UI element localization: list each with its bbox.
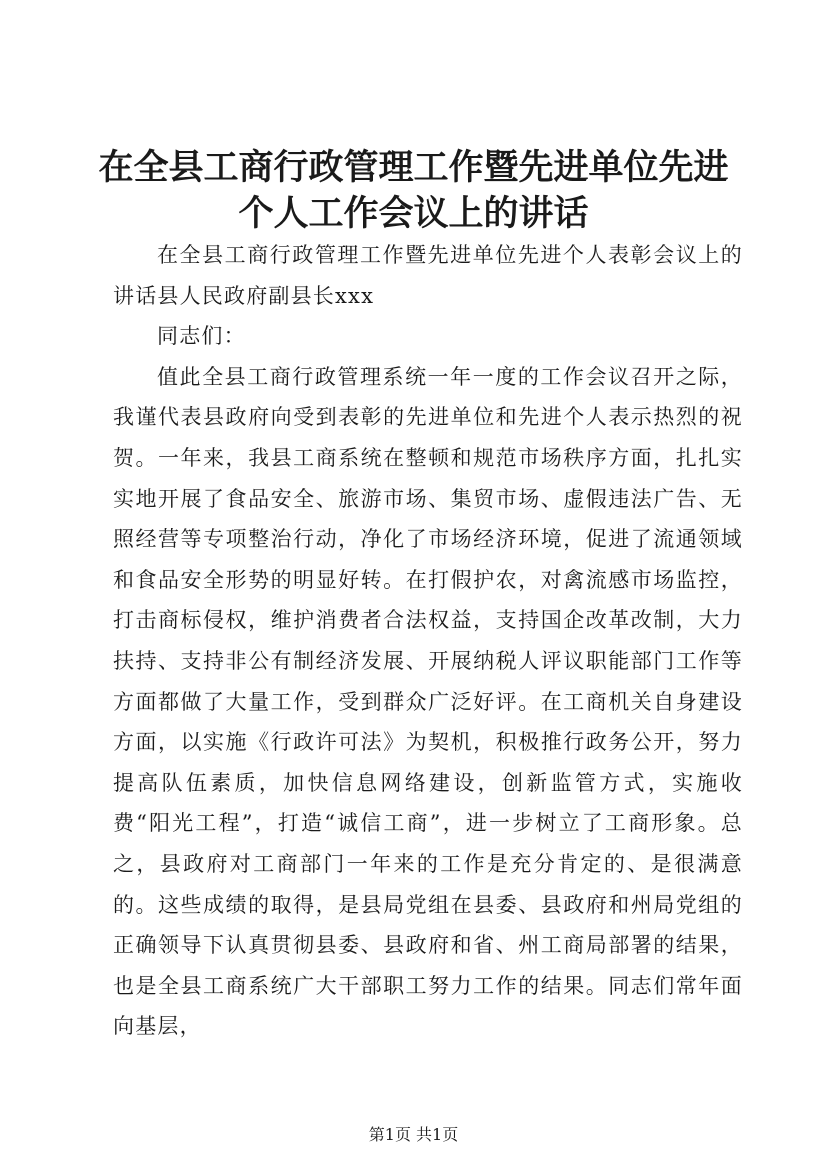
salutation-paragraph: 同志们： bbox=[157, 324, 246, 349]
page-footer: 第1页 共1页 bbox=[368, 1125, 459, 1144]
document-body bbox=[113, 235, 743, 1047]
document-title: 在全县工商行政管理工作暨先进单位先进个人工作会议上的讲话 bbox=[98, 147, 729, 234]
body-paragraph: 值此全县工商行政管理系统一年一度的工作会议召开之际，我谨代表县政府向受到表彰的先进单位和先进个人表示热烈的祝贺。一年来，我县工商系统在整顿和规范市场秩序方面，扎扎实实地开展了食品安全、旅游市场、集贸市场、虚假违法广告、无照经营等专项整治行动，净化了市场经济环境，促进了流通领域和食品安全形势的明显好转。在打假护农，对禽流感市场监控，打击商标侵权，维护消费者合法权益，支持国企改革改制，大力扶持、支持非公有制经济发展、开展纳税人评议职能部门工作等方面都做了大量工作，受到群众广泛好评。在工商机关自身建设方面，以实施《行政许可法》为契机，积极推行政务公开，努力提高队伍素质，加快信息网络建设，创新监管方式，实施收费“阳光工程”，打造“诚信工商”，进一步树立了工商形象。总之，县政府对工商部门一年来的工作是充分肯定的、是很满意的。这些成绩的取得，是县局党组在县委、县政府和州局党组的正确领导下认真贯彻县委、县政府和省、州工商局部署的结果，也是全县工商系统广大干部职工努力工作的结果。同志们常年面向基层， bbox=[113, 364, 743, 1039]
intro-paragraph: 在全县工商行政管理工作暨先进单位先进个人表彰会议上的讲话县人民政府副县长xxx bbox=[113, 243, 743, 308]
